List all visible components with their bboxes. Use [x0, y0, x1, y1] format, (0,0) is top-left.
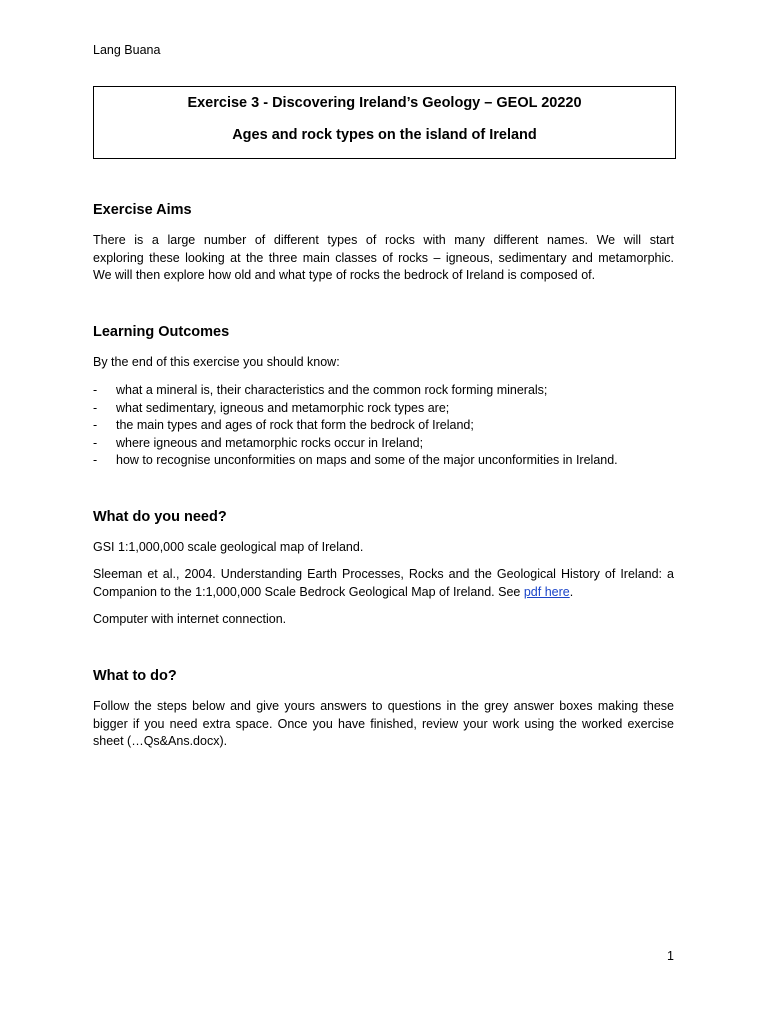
list-item-text: what sedimentary, igneous and metamorphic rock types are;: [116, 400, 450, 415]
list-item-text: where igneous and metamorphic rocks occur in Ireland;: [116, 435, 424, 450]
bullet-dash: -: [93, 400, 98, 415]
reference-line-1: Sleeman et al., 2004. Understanding Earth Processes, Rocks and the Geological History of Ireland: a: [93, 567, 674, 581]
list-item-text: what a mineral is, their characteristics and the common rock forming minerals;: [116, 383, 548, 397]
list-item: [93, 382, 618, 400]
list-item: [93, 400, 618, 418]
list-item: [93, 417, 618, 435]
todo-paragraph: [93, 698, 674, 751]
page-number: 1: [667, 949, 674, 963]
pdf-link[interactable]: pdf here: [523, 584, 570, 599]
aims-line-3: We will then explore how old and what type of rocks the bedrock of Ireland is composed of.: [93, 268, 596, 282]
aims-heading: Exercise Aims: [93, 202, 192, 218]
list-item: [93, 452, 618, 470]
reference-line-2-end: .: [569, 584, 574, 599]
aims-line-2: exploring these looking at the three main classes of rocks – igneous, sedimentary and metamorphic.: [93, 250, 674, 265]
list-item-text: the main types and ages of rock that form the bedrock of Ireland;: [116, 418, 474, 432]
reference-line-2-text: Companion to the 1:1,000,000 Scale Bedrock Geological Map of Ireland. See: [93, 584, 524, 599]
bullet-dash: -: [93, 435, 98, 450]
list-item-text: how to recognise unconformities on maps and some of the major unconformities in Ireland.: [116, 453, 618, 467]
todo-line-2: bigger if you need extra space. Once you have finished, review your work using the worked exercise: [93, 716, 674, 731]
title-box: [93, 86, 676, 159]
outcomes-list: [93, 382, 618, 470]
aims-line-1: There is a large number of different types of rocks with many different names. We will start: [93, 233, 674, 247]
bullet-dash: -: [93, 453, 98, 467]
need-heading: What do you need?: [93, 509, 227, 525]
outcomes-heading: Learning Outcomes: [93, 324, 230, 340]
document-subtitle: Ages and rock types on the island of Ireland: [232, 127, 537, 143]
need-item-gsi-map: GSI 1:1,000,000 scale geological map of Ireland.: [93, 540, 364, 554]
reference-line-2: [93, 584, 674, 602]
bullet-dash: -: [93, 383, 98, 397]
aims-paragraph: [93, 232, 674, 285]
outcomes-intro: By the end of this exercise you should know:: [93, 355, 340, 369]
todo-heading: What to do?: [93, 668, 177, 684]
bullet-dash: -: [93, 418, 98, 432]
need-item-computer: Computer with internet connection.: [93, 612, 287, 626]
document-title: Exercise 3 - Discovering Ireland’s Geology – GEOL 20220: [187, 95, 582, 111]
todo-line-1: Follow the steps below and give yours answers to questions in the grey answer boxes making these: [93, 699, 674, 713]
document-author: Lang Buana: [93, 43, 161, 57]
need-item-reference: [93, 566, 674, 601]
todo-line-3: sheet (…Qs&Ans.docx).: [93, 734, 228, 748]
list-item: [93, 435, 618, 453]
